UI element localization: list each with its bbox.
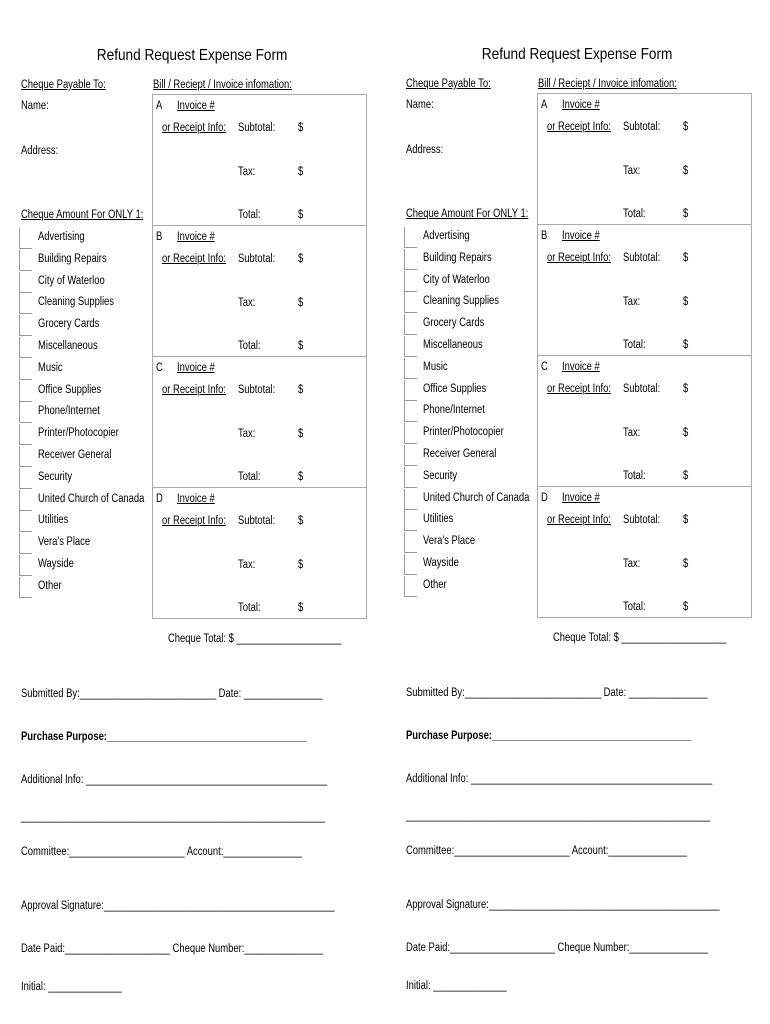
total-dollar[interactable]: $ [298,209,304,221]
category-checkbox[interactable] [404,510,417,531]
submitted-by-field[interactable]: Submitted By:__________________________ Date: _______________ [406,687,708,699]
cheque-amount-label: Cheque Amount For ONLY 1: [21,209,144,221]
category-label: Receiver General [423,448,497,460]
receipt-info-label[interactable]: or Receipt Info: [162,253,226,265]
date-paid-cheque-number-field[interactable]: Date Paid:____________________ Cheque Number:_______________ [406,942,709,954]
submitted-by-field[interactable]: Submitted By:__________________________ Date: _______________ [21,688,323,700]
total-label: Total: [623,470,646,482]
additional-info-line[interactable]: __________________________________________________________ [21,811,326,823]
invoice-section-letter: D [156,493,163,505]
subtotal-label: Subtotal: [238,384,276,396]
category-checkbox[interactable] [19,272,32,293]
category-checkbox[interactable] [19,337,32,358]
expense-form-right [385,0,770,1024]
category-checkbox[interactable] [404,358,417,379]
category-checkbox[interactable] [404,249,417,270]
category-checkbox[interactable] [19,577,32,598]
receipt-info-label[interactable]: or Receipt Info: [162,384,226,396]
invoice-section-letter: D [541,492,548,504]
total-dollar[interactable]: $ [298,602,304,614]
subtotal-dollar[interactable]: $ [683,514,689,526]
category-label: Miscellaneous [423,339,483,351]
category-label: Other [38,579,62,592]
additional-info-field[interactable]: Additional Info: ______________________________________________ [406,773,713,785]
category-label: Security [38,470,73,483]
tax-label: Tax: [238,428,256,440]
subtotal-label: Subtotal: [238,515,276,527]
tax-label: Tax: [623,558,641,570]
total-label: Total: [623,208,646,220]
invoice-number-label[interactable]: Invoice # [562,492,600,504]
invoice-section-letter: C [541,361,548,373]
subtotal-label: Subtotal: [623,514,661,526]
initial-field[interactable]: Initial: ______________ [406,980,507,992]
invoice-number-label[interactable]: Invoice # [177,231,215,243]
approval-signature-field[interactable]: Approval Signature:____________________________________________ [21,900,335,912]
form-title-text: Refund Request Expense Form [97,47,288,64]
bill-info-heading: Bill / Reciept / Invoice infomation: [538,78,677,90]
receipt-info-label[interactable]: or Receipt Info: [547,383,611,395]
category-checkbox[interactable] [19,446,32,467]
category-checkbox[interactable] [19,424,32,445]
invoice-section-divider [537,224,751,225]
invoice-number-label[interactable]: Invoice # [562,99,600,111]
invoice-section-divider [537,355,751,356]
tax-dollar[interactable]: $ [298,166,304,178]
category-label: Office Supplies [423,382,487,395]
category-checkbox[interactable] [19,468,32,489]
date-paid-cheque-number-field[interactable]: Date Paid:____________________ Cheque Number:_______________ [21,943,324,955]
category-checkbox[interactable] [19,555,32,576]
invoice-section-divider [152,356,366,357]
category-label: Grocery Cards [38,318,100,331]
invoice-section-divider [537,486,751,487]
form-title-text: Refund Request Expense Form [482,46,673,63]
total-dollar[interactable]: $ [683,339,689,351]
subtotal-label: Subtotal: [623,383,661,395]
category-checkbox[interactable] [404,271,417,292]
category-label: Other [423,578,447,591]
category-label: Building Repairs [38,252,107,265]
total-label: Total: [238,602,261,614]
cheque-total-field[interactable]: Cheque Total: $ ____________________ [168,633,342,645]
category-checkbox[interactable] [19,250,32,271]
cheque-amount-label: Cheque Amount For ONLY 1: [406,208,529,220]
cheque-total-field[interactable]: Cheque Total: $ ____________________ [553,632,727,644]
category-checkbox[interactable] [404,227,417,248]
category-label: Utilities [38,514,69,527]
category-checkbox[interactable] [19,228,32,249]
subtotal-label: Subtotal: [238,253,276,265]
tax-label: Tax: [238,559,256,571]
receipt-info-label[interactable]: or Receipt Info: [162,515,226,527]
category-checkbox[interactable] [404,336,417,357]
category-checkbox[interactable] [19,381,32,402]
tax-dollar[interactable]: $ [683,296,689,308]
category-checkbox[interactable] [404,467,417,488]
category-label: Receiver General [38,449,112,461]
invoice-section-letter: B [156,231,163,243]
form-title [385,46,770,64]
receipt-info-label[interactable]: or Receipt Info: [162,122,226,134]
invoice-number-label[interactable]: Invoice # [177,362,215,374]
purchase-purpose-field[interactable]: Purchase Purpose:______________________________________ [21,731,307,743]
category-checkbox[interactable] [19,511,32,532]
category-label: Cleaning Supplies [38,296,115,309]
category-checkbox[interactable] [19,359,32,380]
invoice-number-label[interactable]: Invoice # [562,230,600,242]
subtotal-dollar[interactable]: $ [683,252,689,264]
purchase-purpose-field[interactable]: Purchase Purpose:______________________________________ [406,730,692,742]
subtotal-dollar[interactable]: $ [683,383,689,395]
invoice-section-letter: A [541,99,548,111]
cheque-payable-to-label: Cheque Payable To: [406,78,491,90]
total-label: Total: [623,339,646,351]
category-checkbox[interactable] [404,292,417,313]
category-checkbox[interactable] [404,401,417,422]
category-checkbox[interactable] [19,490,32,511]
category-label: Wayside [423,557,459,569]
invoice-number-label[interactable]: Invoice # [177,100,215,112]
name-label[interactable]: Name: [21,100,49,112]
category-label: United Church of Canada [423,491,530,504]
total-dollar[interactable]: $ [683,601,689,613]
total-label: Total: [238,340,261,352]
total-dollar[interactable]: $ [683,470,689,482]
category-label: Phone/Internet [38,405,100,418]
approval-signature-field[interactable]: Approval Signature:____________________________________________ [406,899,720,911]
receipt-info-label[interactable]: or Receipt Info: [547,252,611,264]
category-label: City of Waterloo [423,273,490,286]
receipt-info-label[interactable]: or Receipt Info: [547,514,611,526]
tax-dollar[interactable]: $ [298,428,304,440]
bill-info-heading: Bill / Reciept / Invoice infomation: [153,79,292,91]
tax-label: Tax: [238,166,256,178]
category-label: Phone/Internet [423,404,485,417]
category-checkbox[interactable] [19,293,32,314]
category-checkbox[interactable] [19,533,32,554]
category-checkbox[interactable] [404,554,417,575]
subtotal-dollar[interactable]: $ [298,122,304,134]
category-checkbox[interactable] [404,380,417,401]
category-label: Printer/Photocopier [423,426,504,439]
category-label: Vera's Place [38,536,91,549]
category-checkbox[interactable] [19,315,32,336]
invoice-section-letter: C [156,362,163,374]
address-label[interactable]: Address: [21,145,59,157]
category-label: Advertising [423,230,470,242]
invoice-section-divider [152,487,366,488]
additional-info-line[interactable]: __________________________________________________________ [406,810,711,822]
form-title [0,47,385,65]
subtotal-dollar[interactable]: $ [298,515,304,527]
tax-dollar[interactable]: $ [298,559,304,571]
committee-account-field[interactable]: Committee:______________________ Account:_______________ [21,846,303,858]
category-checkbox[interactable] [19,402,32,423]
subtotal-dollar[interactable]: $ [298,384,304,396]
tax-dollar[interactable]: $ [298,297,304,309]
total-label: Total: [238,209,261,221]
subtotal-dollar[interactable]: $ [298,253,304,265]
total-dollar[interactable]: $ [298,471,304,483]
category-checkbox[interactable] [404,445,417,466]
category-label: Vera's Place [423,535,476,548]
cheque-payable-to-label: Cheque Payable To: [21,79,106,91]
invoice-section-letter: B [541,230,548,242]
category-label: City of Waterloo [38,274,105,287]
invoice-section-letter: A [156,100,163,112]
tax-label: Tax: [238,297,256,309]
category-label: Miscellaneous [38,340,98,352]
category-checkbox[interactable] [404,576,417,597]
tax-label: Tax: [623,427,641,439]
tax-label: Tax: [623,165,641,177]
category-label: Cleaning Supplies [423,295,500,308]
invoice-number-label[interactable]: Invoice # [177,493,215,505]
tax-dollar[interactable]: $ [683,558,689,570]
name-label[interactable]: Name: [406,99,434,111]
category-label: United Church of Canada [38,492,145,505]
invoice-section-divider [152,225,366,226]
category-checkbox[interactable] [404,489,417,510]
tax-dollar[interactable]: $ [683,427,689,439]
additional-info-field[interactable]: Additional Info: ______________________________________________ [21,774,328,786]
initial-field[interactable]: Initial: ______________ [21,981,122,993]
subtotal-label: Subtotal: [623,252,661,264]
category-checkbox[interactable] [404,532,417,553]
subtotal-label: Subtotal: [238,122,276,134]
category-label: Music [38,361,63,374]
category-label: Office Supplies [38,383,102,396]
category-label: Building Repairs [423,251,492,264]
category-label: Wayside [38,558,74,570]
category-label: Security [423,469,458,482]
committee-account-field[interactable]: Committee:______________________ Account:_______________ [406,845,688,857]
category-label: Grocery Cards [423,317,485,330]
subtotal-dollar[interactable]: $ [683,121,689,133]
category-checkbox[interactable] [404,423,417,444]
total-dollar[interactable]: $ [683,208,689,220]
category-label: Printer/Photocopier [38,427,119,440]
total-dollar[interactable]: $ [298,340,304,352]
tax-dollar[interactable]: $ [683,165,689,177]
category-label: Music [423,360,448,373]
total-label: Total: [238,471,261,483]
tax-label: Tax: [623,296,641,308]
category-label: Advertising [38,231,85,243]
category-checkbox[interactable] [404,314,417,335]
subtotal-label: Subtotal: [623,121,661,133]
invoice-number-label[interactable]: Invoice # [562,361,600,373]
category-label: Utilities [423,513,454,526]
address-label[interactable]: Address: [406,144,444,156]
total-label: Total: [623,601,646,613]
receipt-info-label[interactable]: or Receipt Info: [547,121,611,133]
